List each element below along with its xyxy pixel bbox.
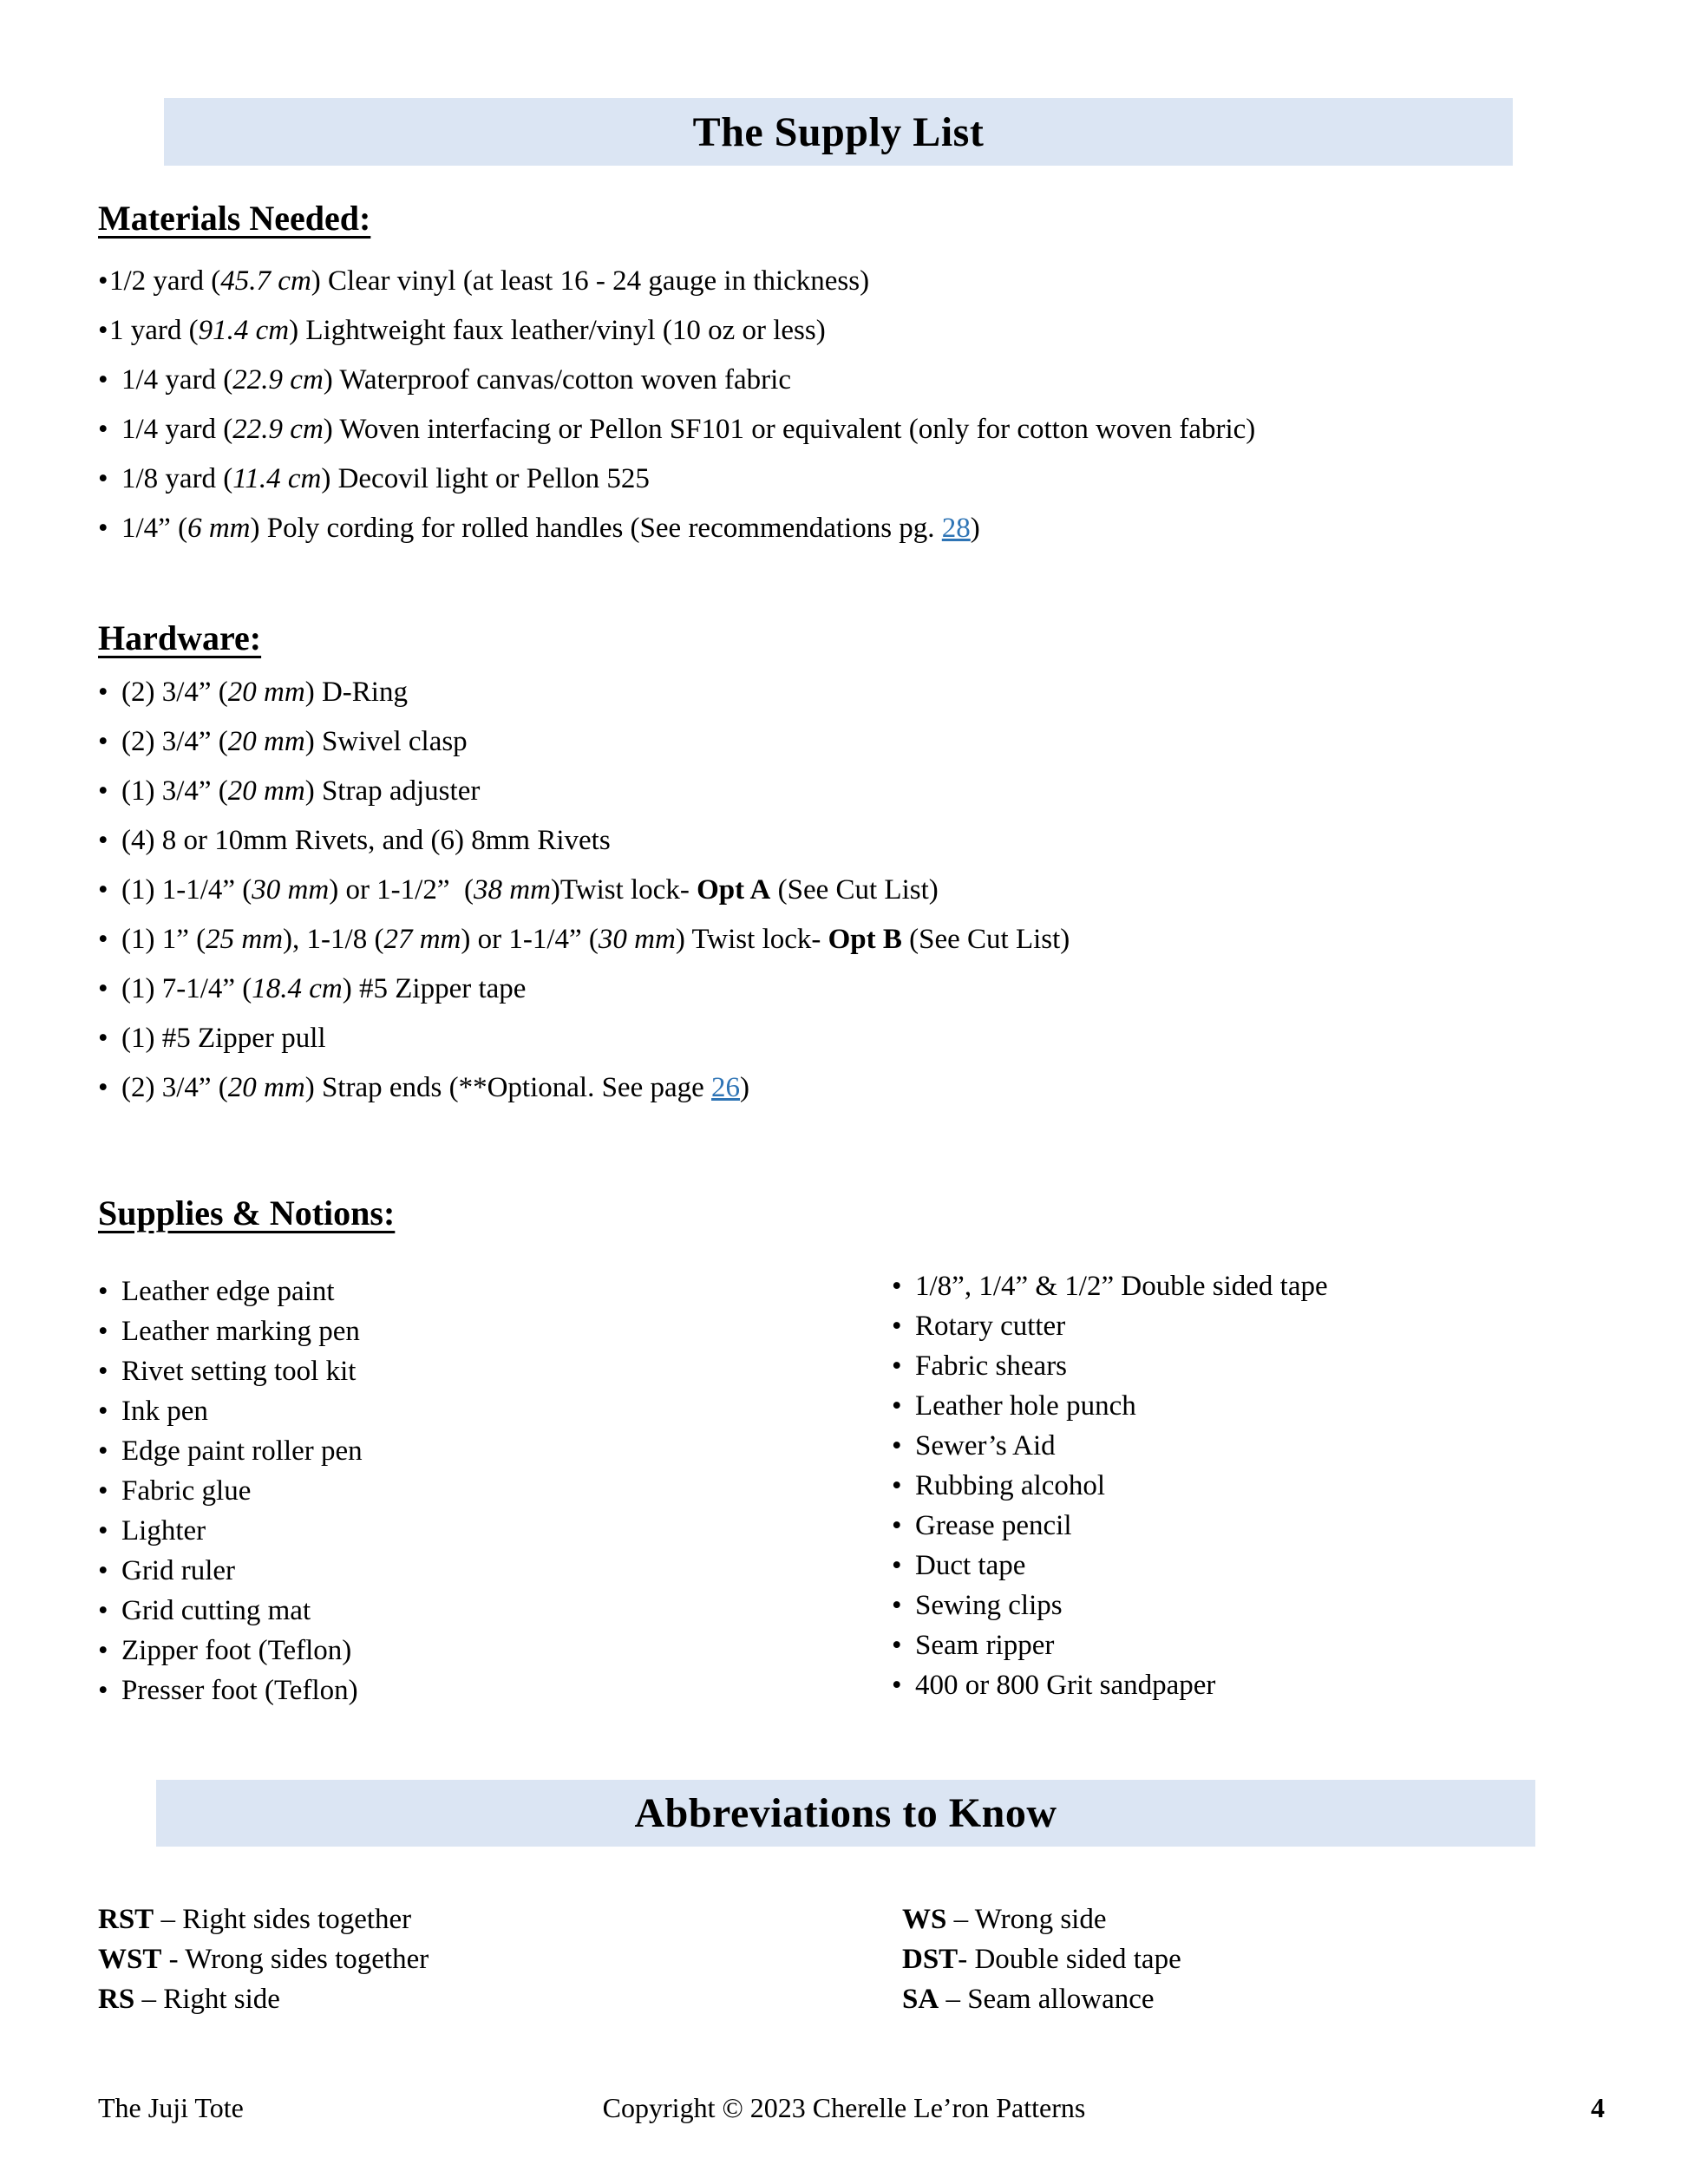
list-item — [98, 767, 1070, 816]
text-segment: 6 mm — [187, 513, 251, 544]
bullet: • — [98, 924, 108, 955]
list-item — [98, 1671, 363, 1710]
text-segment: Fabric shears — [915, 1350, 1068, 1382]
list-item — [892, 1266, 1328, 1306]
abbreviations-list-right — [902, 1900, 1181, 2019]
abbreviations-list-left — [98, 1900, 429, 2019]
bullet: • — [892, 1350, 902, 1382]
text-segment: 30 mm — [598, 924, 676, 955]
list-item — [98, 1063, 1070, 1113]
text-segment: – Right sides together — [154, 1903, 412, 1935]
text-segment: (2) 3/4” ( — [121, 677, 228, 708]
text-segment: ) Lightweight faux leather/vinyl (10 oz or less) — [289, 315, 826, 346]
text-segment: (1) #5 Zipper pull — [121, 1023, 326, 1054]
footer-page-number: 4 — [1591, 2092, 1605, 2123]
bullet: • — [98, 973, 108, 1004]
page-link-26[interactable]: 26 — [711, 1072, 741, 1103]
text-segment: 91.4 cm — [198, 315, 290, 346]
supplies-list-right — [892, 1266, 1328, 1705]
text-segment: ) Decovil light or Pellon 525 — [321, 463, 650, 494]
bullet: • — [98, 1634, 108, 1666]
bullet: • — [98, 1514, 108, 1546]
bullet: • — [98, 825, 108, 856]
text-segment: 22.9 cm — [232, 364, 324, 396]
text-segment: ) — [740, 1072, 750, 1103]
list-item — [892, 1586, 1328, 1625]
text-segment: Rivet setting tool kit — [121, 1355, 357, 1387]
list-item — [98, 1939, 429, 1979]
bullet: • — [892, 1390, 902, 1422]
text-segment: 25 mm — [206, 924, 284, 955]
list-item — [98, 356, 1255, 405]
bullet: • — [98, 513, 108, 544]
text-segment: – Right side — [134, 1983, 280, 2015]
list-item — [98, 1272, 363, 1311]
bullet: • — [98, 775, 108, 807]
list-item — [902, 1939, 1181, 1979]
text-segment: 400 or 800 Grit sandpaper — [915, 1669, 1216, 1701]
text-segment: ) or 1-1/2” ( — [329, 874, 474, 906]
list-item — [892, 1506, 1328, 1546]
text-segment: - Double sided tape — [958, 1943, 1181, 1975]
bullet: • — [98, 1554, 108, 1586]
hardware-heading: Hardware: — [98, 618, 262, 657]
text-segment: ) or 1-1/4” ( — [461, 924, 599, 955]
list-item — [98, 405, 1255, 454]
materials-list — [98, 257, 1255, 553]
text-segment: Leather edge paint — [121, 1275, 335, 1307]
list-item — [892, 1625, 1328, 1665]
list-item — [98, 668, 1070, 717]
text-segment: Sewer’s Aid — [915, 1429, 1056, 1461]
text-segment: ), 1-1/8 ( — [283, 924, 384, 955]
list-item — [902, 1979, 1181, 2019]
bullet: • — [98, 315, 108, 346]
text-segment: )Twist lock- — [550, 874, 697, 906]
bullet: • — [98, 265, 108, 297]
footer-pattern-name: The Juji Tote — [98, 2092, 244, 2123]
list-item — [98, 1391, 363, 1431]
text-segment: (1) 3/4” ( — [121, 775, 228, 807]
bullet: • — [892, 1629, 902, 1661]
bullet: • — [892, 1469, 902, 1501]
text-segment: ) Waterproof canvas/cotton woven fabric — [323, 364, 791, 396]
text-segment: Presser foot (Teflon) — [121, 1674, 358, 1706]
list-item — [98, 1979, 429, 2019]
text-segment: (1) 7-1/4” ( — [121, 973, 252, 1004]
list-item — [98, 1014, 1070, 1063]
list-item — [98, 1351, 363, 1391]
text-segment: RST — [98, 1903, 154, 1935]
abbreviations-title: Abbreviations to Know — [634, 1790, 1057, 1836]
text-segment: ) — [970, 513, 980, 544]
list-item — [892, 1426, 1328, 1466]
text-segment: 20 mm — [227, 677, 305, 708]
text-segment: DST — [902, 1943, 958, 1975]
hardware-list — [98, 668, 1070, 1113]
list-item — [892, 1665, 1328, 1705]
list-item — [892, 1346, 1328, 1386]
text-segment: ) #5 Zipper tape — [342, 973, 527, 1004]
list-item — [98, 504, 1255, 553]
text-segment: ) Woven interfacing or Pellon SF101 or equivalent (only for cotton woven fabric) — [323, 414, 1256, 445]
bullet: • — [98, 1674, 108, 1706]
bullet: • — [98, 1475, 108, 1507]
text-segment: Zipper foot (Teflon) — [121, 1634, 352, 1666]
text-segment: Opt A — [697, 874, 771, 906]
bullet: • — [98, 1355, 108, 1387]
text-segment: Rotary cutter — [915, 1310, 1066, 1342]
text-segment: (4) 8 or 10mm Rivets, and (6) 8mm Rivets — [121, 825, 611, 856]
list-item — [98, 1551, 363, 1591]
supply-list-banner — [164, 98, 1513, 166]
text-segment: 1/4 yard ( — [121, 364, 233, 396]
text-segment: Edge paint roller pen — [121, 1435, 363, 1467]
text-segment: SA — [902, 1983, 939, 2015]
text-segment: 1 yard ( — [109, 315, 199, 346]
text-segment: 38 mm — [473, 874, 551, 906]
text-segment: – Seam allowance — [939, 1983, 1155, 2015]
text-segment: ) Poly cording for rolled handles (See recommendations pg. — [250, 513, 942, 544]
text-segment: Grid cutting mat — [121, 1594, 311, 1626]
supply-list-title: The Supply List — [692, 108, 985, 155]
text-segment: ) D-Ring — [304, 677, 408, 708]
bullet: • — [98, 1072, 108, 1103]
text-segment: 20 mm — [227, 1072, 305, 1103]
bullet: • — [98, 1023, 108, 1054]
text-segment: ) Twist lock- — [675, 924, 828, 955]
text-segment: Rubbing alcohol — [915, 1469, 1106, 1501]
text-segment: (See Cut List) — [901, 924, 1070, 955]
text-segment: – Wrong side — [946, 1903, 1107, 1935]
text-segment: Ink pen — [121, 1395, 208, 1427]
text-segment: Lighter — [121, 1514, 206, 1546]
list-item — [902, 1900, 1181, 1939]
list-item — [892, 1546, 1328, 1586]
bullet: • — [892, 1509, 902, 1541]
text-segment: 45.7 cm — [220, 265, 311, 297]
text-segment: 1/4 yard ( — [121, 414, 233, 445]
text-segment: Duct tape — [915, 1549, 1026, 1581]
text-segment: 1/8”, 1/4” & 1/2” Double sided tape — [915, 1270, 1328, 1302]
list-item — [98, 1431, 363, 1471]
bullet: • — [98, 414, 108, 445]
list-item — [98, 964, 1070, 1014]
text-segment: WST — [98, 1943, 162, 1975]
list-item — [892, 1386, 1328, 1426]
list-item — [98, 866, 1070, 915]
text-segment: Opt B — [828, 924, 902, 955]
bullet: • — [892, 1589, 902, 1621]
text-segment: - Wrong sides together — [161, 1943, 429, 1975]
text-segment: (2) 3/4” ( — [121, 726, 228, 757]
text-segment: Leather hole punch — [915, 1390, 1136, 1422]
bullet: • — [98, 677, 108, 708]
text-segment: 22.9 cm — [232, 414, 324, 445]
bullet: • — [892, 1549, 902, 1581]
list-item — [98, 1591, 363, 1631]
footer-copyright: Copyright © 2023 Cherelle Le’ron Patterns — [602, 2092, 1086, 2123]
bullet: • — [98, 1275, 108, 1307]
bullet: • — [98, 463, 108, 494]
text-segment: (See Cut List) — [770, 874, 939, 906]
bullet: • — [98, 1315, 108, 1347]
bullet: • — [98, 1594, 108, 1626]
list-item — [98, 1471, 363, 1511]
text-segment: WS — [902, 1903, 947, 1935]
text-segment: Leather marking pen — [121, 1315, 360, 1347]
text-segment: Seam ripper — [915, 1629, 1055, 1661]
bullet: • — [892, 1669, 902, 1701]
text-segment: (2) 3/4” ( — [121, 1072, 228, 1103]
text-segment: Grease pencil — [915, 1509, 1072, 1541]
text-segment: 1/8 yard ( — [121, 463, 233, 494]
text-segment: RS — [98, 1983, 135, 2015]
text-segment: Sewing clips — [915, 1589, 1063, 1621]
text-segment: 20 mm — [227, 726, 305, 757]
text-segment: 11.4 cm — [232, 463, 322, 494]
text-segment: Fabric glue — [121, 1475, 252, 1507]
bullet: • — [98, 1395, 108, 1427]
list-item — [98, 1631, 363, 1671]
bullet: • — [892, 1429, 902, 1461]
list-item — [892, 1466, 1328, 1506]
list-item — [98, 1900, 429, 1939]
text-segment: 18.4 cm — [252, 973, 343, 1004]
text-segment: ) Strap adjuster — [304, 775, 481, 807]
bullet: • — [892, 1270, 902, 1302]
bullet: • — [98, 364, 108, 396]
list-item — [98, 454, 1255, 504]
list-item — [98, 306, 1255, 356]
bullet: • — [892, 1310, 902, 1342]
text-segment: ) Swivel clasp — [304, 726, 468, 757]
list-item — [98, 1311, 363, 1351]
text-segment: Grid ruler — [121, 1554, 236, 1586]
list-item — [892, 1306, 1328, 1346]
text-segment: 1/4” ( — [121, 513, 188, 544]
text-segment: ) Strap ends (**Optional. See page — [304, 1072, 712, 1103]
list-item — [98, 717, 1070, 767]
list-item — [98, 915, 1070, 964]
text-segment: 20 mm — [227, 775, 305, 807]
list-item — [98, 1511, 363, 1551]
supplies-list-left — [98, 1272, 363, 1710]
text-segment: (1) 1” ( — [121, 924, 206, 955]
text-segment: (1) 1-1/4” ( — [121, 874, 252, 906]
bullet: • — [98, 726, 108, 757]
materials-heading: Materials Needed: — [98, 199, 371, 238]
list-item — [98, 257, 1255, 306]
bullet: • — [98, 1435, 108, 1467]
supplies-heading: Supplies & Notions: — [98, 1193, 396, 1233]
text-segment: ) Clear vinyl (at least 16 - 24 gauge in thickness) — [311, 265, 870, 297]
page-link-28[interactable]: 28 — [941, 513, 971, 544]
bullet: • — [98, 874, 108, 906]
text-segment: 30 mm — [252, 874, 330, 906]
abbreviations-banner — [156, 1780, 1535, 1847]
text-segment: 1/2 yard ( — [109, 265, 221, 297]
text-segment: 27 mm — [383, 924, 461, 955]
list-item — [98, 816, 1070, 866]
